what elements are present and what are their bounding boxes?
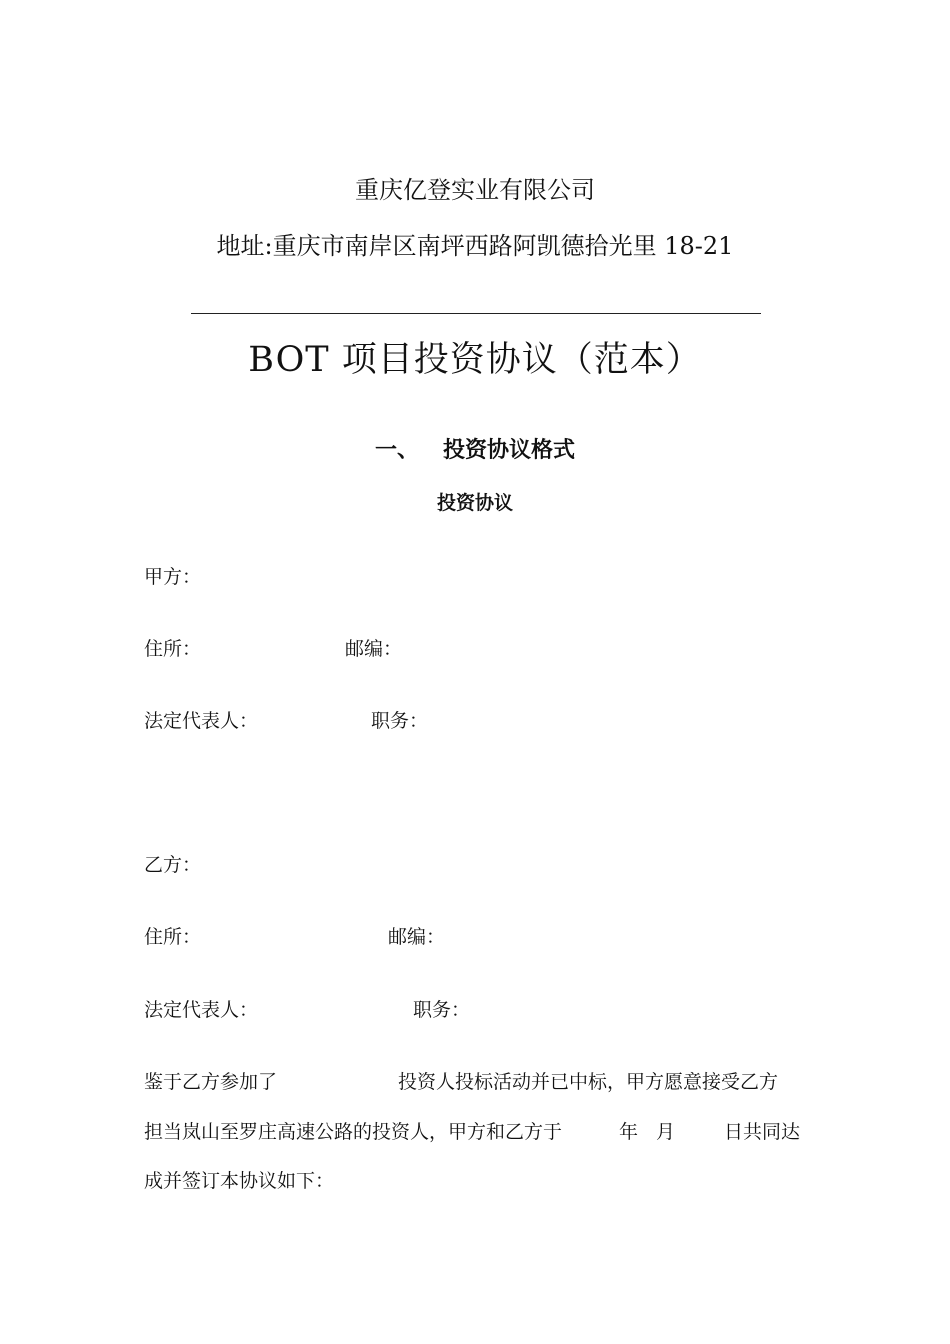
party-b-postcode-label: 邮编： bbox=[388, 926, 446, 948]
section-title: 投资协议格式 bbox=[443, 438, 576, 463]
preamble-line1-start: 鉴于乙方参加了 bbox=[144, 1071, 278, 1093]
header-divider bbox=[191, 313, 761, 314]
preamble-line2-end: 日共同达 bbox=[724, 1121, 801, 1143]
company-name: 重庆亿登实业有限公司 bbox=[355, 176, 595, 204]
party-b-representative-label: 法定代表人： bbox=[144, 999, 259, 1021]
company-address: 地址:重庆市南岸区南坪西路阿凯德拾光里 18-21 bbox=[216, 232, 734, 260]
preamble-line1-end: 投资人投标活动并已中标，甲方愿意接受乙方 bbox=[398, 1071, 779, 1093]
preamble-line3: 成并签订本协议如下： bbox=[144, 1170, 335, 1192]
party-a-postcode-label: 邮编： bbox=[345, 638, 403, 660]
agreement-subtitle: 投资协议 bbox=[436, 492, 513, 514]
party-a-position-label: 职务： bbox=[371, 710, 429, 732]
document-title: BOT 项目投资协议（范本） bbox=[248, 340, 702, 380]
section-number: 一、 bbox=[374, 438, 419, 463]
party-b-address-label: 住所： bbox=[144, 926, 202, 948]
section-heading bbox=[0, 433, 950, 464]
party-a-address-label: 住所： bbox=[144, 638, 202, 660]
party-a-label: 甲方： bbox=[144, 566, 202, 588]
party-a-representative-label: 法定代表人： bbox=[144, 710, 259, 732]
preamble-line2-start: 担当岚山至罗庄高速公路的投资人，甲方和乙方于 bbox=[144, 1121, 563, 1143]
party-b-position-label: 职务： bbox=[413, 999, 471, 1021]
preamble-line2-year: 年 bbox=[619, 1121, 639, 1143]
party-b-label: 乙方： bbox=[144, 854, 202, 876]
preamble-line2-month: 月 bbox=[656, 1121, 676, 1143]
